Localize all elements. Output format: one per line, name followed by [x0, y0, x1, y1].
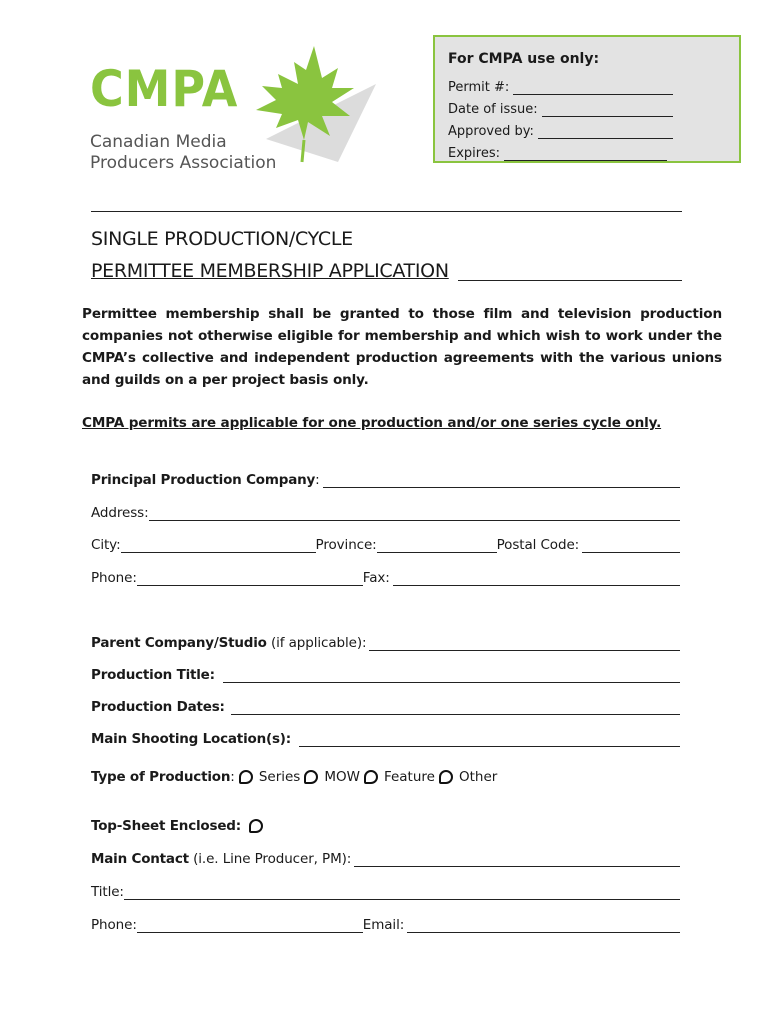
- permit-number-label: Permit #:: [448, 80, 510, 95]
- production-title-label: Production Title:: [91, 667, 215, 683]
- expires-field[interactable]: [504, 145, 667, 161]
- production-dates-row: [91, 697, 680, 715]
- top-sheet-row: [91, 814, 269, 834]
- type-feature-label: Feature: [383, 769, 435, 785]
- city-row: [91, 535, 680, 553]
- address-label: Address:: [91, 505, 149, 521]
- contact-title-row: [91, 882, 680, 900]
- contact-title-label: Title:: [91, 884, 124, 900]
- checkbox-icon[interactable]: [439, 770, 453, 784]
- parent-company-field[interactable]: [369, 637, 680, 651]
- postal-code-field[interactable]: [582, 539, 680, 553]
- type-mow-option[interactable]: [300, 769, 360, 785]
- contact-phone-email-row: [91, 915, 680, 933]
- contact-phone-field[interactable]: [137, 919, 363, 933]
- production-title-row: [91, 665, 680, 683]
- production-type-row: [91, 765, 497, 785]
- production-dates-label: Production Dates:: [91, 699, 225, 715]
- city-label: City:: [91, 537, 121, 553]
- logo-subtitle-line2: Producers Association: [90, 153, 277, 173]
- parent-company-row: [91, 633, 680, 651]
- fax-label: Fax:: [362, 570, 390, 586]
- principal-company-row: [91, 470, 680, 488]
- date-of-issue-label: Date of issue:: [448, 102, 538, 117]
- logo-subtitle-line1: Canadian Media: [90, 132, 227, 152]
- permit-number-row: [448, 73, 739, 95]
- heading-line1: SINGLE PRODUCTION/CYCLE: [91, 228, 353, 250]
- contact-email-field[interactable]: [407, 919, 680, 933]
- intro-paragraph: Permittee membership shall be granted to those film and television production companies not otherwise eligible for membership and which wish to work under the CMPA’s collective and independent production agreements with the various unions and guilds on a per project basis only.: [82, 306, 722, 388]
- phone-fax-row: [91, 568, 680, 586]
- production-type-label: Type of Production: [91, 769, 231, 785]
- shooting-locations-label: Main Shooting Location(s):: [91, 731, 291, 747]
- date-of-issue-field[interactable]: [542, 101, 673, 117]
- office-use-box: [433, 35, 741, 163]
- heading-line2: PERMITTEE MEMBERSHIP APPLICATION: [91, 260, 449, 282]
- fax-field[interactable]: [393, 572, 680, 586]
- phone-field[interactable]: [137, 572, 363, 586]
- postal-code-label: Postal Code:: [496, 537, 580, 553]
- production-type-colon: :: [230, 769, 235, 785]
- principal-company-field[interactable]: [323, 474, 680, 488]
- production-title-field[interactable]: [223, 669, 680, 683]
- contact-phone-label: Phone:: [91, 917, 137, 933]
- type-feature-option[interactable]: [360, 769, 435, 785]
- office-use-title: For CMPA use only:: [448, 51, 600, 67]
- type-series-label: Series: [258, 769, 301, 785]
- parent-company-note: (if applicable):: [266, 635, 367, 651]
- type-other-label: Other: [458, 769, 498, 785]
- principal-company-colon: :: [315, 472, 320, 488]
- principal-company-label: Principal Production Company: [91, 472, 316, 488]
- permit-number-field[interactable]: [513, 79, 673, 95]
- top-sheet-checkbox-icon[interactable]: [249, 819, 263, 833]
- heading-rule-top: [91, 211, 682, 212]
- expires-label: Expires:: [448, 146, 500, 161]
- shooting-locations-row: [91, 729, 680, 747]
- province-field[interactable]: [377, 539, 497, 553]
- province-label: Province:: [315, 537, 377, 553]
- shooting-locations-field[interactable]: [299, 733, 680, 747]
- type-mow-label: MOW: [324, 769, 360, 785]
- main-contact-note: (i.e. Line Producer, PM):: [188, 851, 352, 867]
- type-other-option[interactable]: [435, 769, 497, 785]
- date-of-issue-row: [448, 95, 739, 117]
- logo-wordmark: CMPA: [90, 60, 239, 118]
- checkbox-icon[interactable]: [239, 770, 253, 784]
- expires-row: [448, 139, 739, 161]
- checkbox-icon[interactable]: [364, 770, 378, 784]
- logo-subtitle: [90, 132, 276, 174]
- parent-company-label: Parent Company/Studio: [91, 635, 267, 651]
- approved-by-field[interactable]: [538, 123, 673, 139]
- contact-title-field[interactable]: [124, 886, 680, 900]
- contact-email-label: Email:: [362, 917, 405, 933]
- phone-label: Phone:: [91, 570, 137, 586]
- city-field[interactable]: [121, 539, 316, 553]
- production-dates-field[interactable]: [231, 701, 680, 715]
- permit-notice: CMPA permits are applicable for one production and/or one series cycle only.: [82, 415, 662, 431]
- address-field[interactable]: [149, 507, 680, 521]
- approved-by-label: Approved by:: [448, 124, 534, 139]
- main-contact-label: Main Contact: [91, 851, 189, 867]
- type-series-option[interactable]: [235, 769, 301, 785]
- approved-by-row: [448, 117, 739, 139]
- heading-rule-bottom: [458, 280, 682, 281]
- cmpa-logo: [86, 44, 386, 184]
- checkbox-icon[interactable]: [304, 770, 318, 784]
- main-contact-row: [91, 849, 680, 867]
- top-sheet-label: Top-Sheet Enclosed:: [91, 818, 241, 834]
- address-row: [91, 503, 680, 521]
- main-contact-field[interactable]: [354, 853, 680, 867]
